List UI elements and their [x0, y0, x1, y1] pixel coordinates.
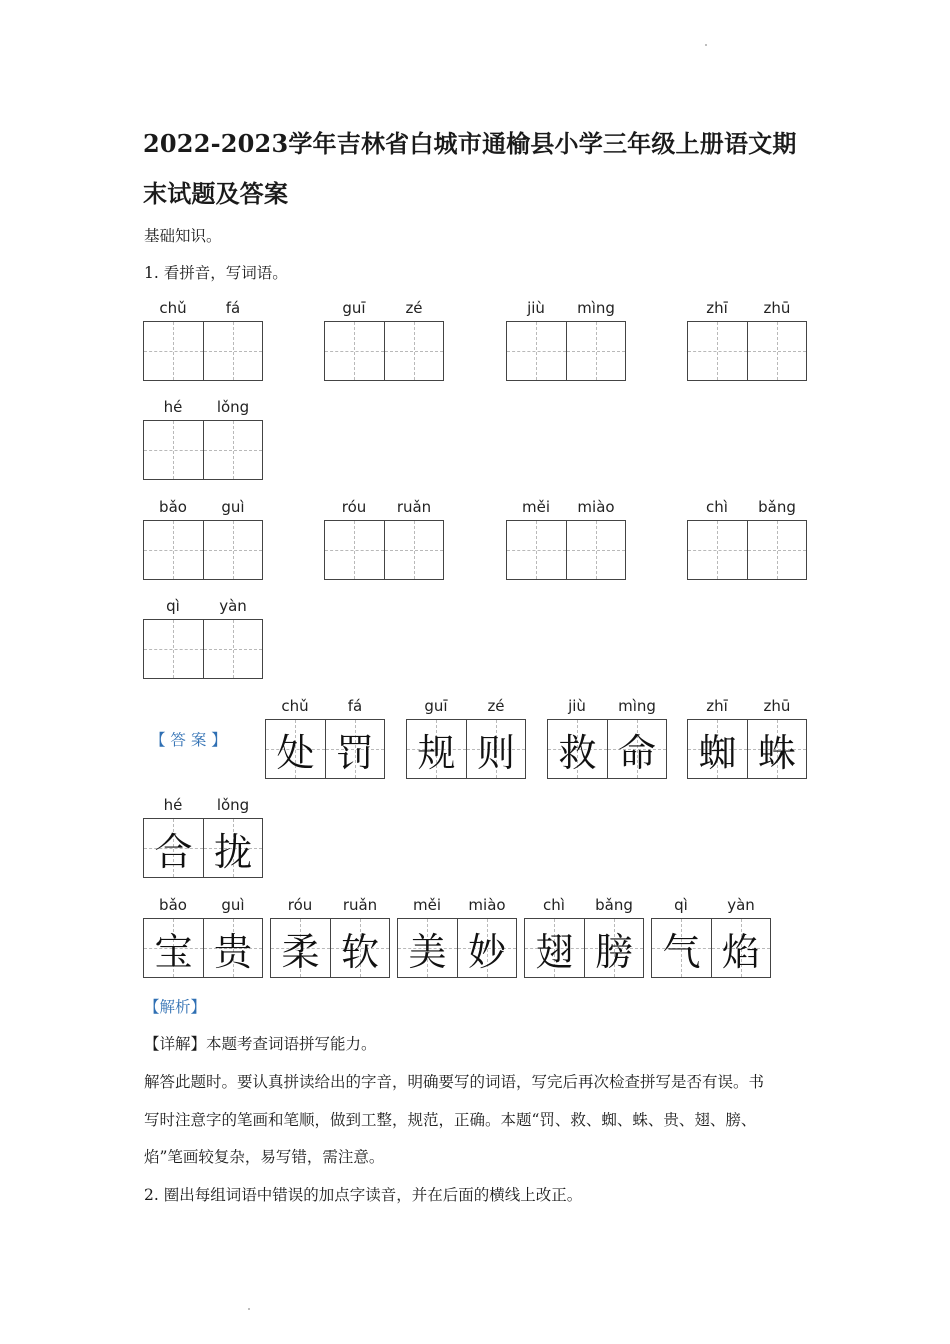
pinyin-label: chì	[706, 498, 728, 516]
answer-grid	[547, 719, 667, 779]
grid-cell[interactable]	[203, 521, 262, 579]
grid-cell	[584, 919, 643, 977]
question-2: 2. 圈出每组词语中错误的加点字读音，并在后面的横线上改正。	[144, 1186, 583, 1204]
grid-cell[interactable]	[384, 322, 443, 380]
grid-cell	[203, 819, 262, 877]
answer-character: 焰	[721, 929, 760, 974]
answer-label: 【 答 案 】	[150, 731, 227, 749]
grid-cell	[548, 720, 607, 778]
pinyin-label: fá	[347, 697, 363, 715]
answer-character: 美	[408, 929, 447, 974]
pinyin-label: zé	[487, 697, 505, 715]
pinyin-label: zé	[405, 299, 423, 317]
pinyin-label: ruǎn	[342, 896, 378, 914]
writing-grid[interactable]	[324, 520, 444, 580]
pinyin-label: róu	[341, 498, 367, 516]
pinyin-label: róu	[287, 896, 313, 914]
grid-cell	[747, 720, 806, 778]
answer-character: 气	[662, 929, 701, 974]
pinyin-label: chǔ	[281, 697, 309, 715]
pinyin-label: chì	[543, 896, 565, 914]
grid-cell	[144, 919, 203, 977]
pinyin-label: miào	[468, 896, 506, 914]
detail-line: 【详解】本题考查词语拼写能力。	[144, 1035, 377, 1053]
pinyin-label: hé	[163, 398, 183, 416]
answer-character: 膀	[594, 929, 633, 974]
pinyin-label: bǎo	[159, 498, 187, 516]
writing-grid[interactable]	[324, 321, 444, 381]
pinyin-label: měi	[412, 896, 441, 914]
grid-cell[interactable]	[203, 421, 262, 479]
answer-grid	[524, 918, 644, 978]
grid-cell	[266, 720, 325, 778]
pinyin-label: zhū	[763, 697, 791, 715]
answer-character: 蜘	[698, 730, 737, 775]
answer-character: 蛛	[757, 730, 796, 775]
answer-character: 宝	[154, 929, 193, 974]
grid-cell	[271, 919, 330, 977]
grid-cell[interactable]	[747, 521, 806, 579]
answer-grid	[406, 719, 526, 779]
grid-cell	[330, 919, 389, 977]
answer-character: 拢	[213, 829, 252, 874]
pinyin-label: lǒng	[216, 796, 250, 814]
writing-grid[interactable]	[143, 619, 263, 679]
pinyin-label: guì	[221, 498, 245, 516]
grid-cell[interactable]	[325, 322, 384, 380]
answer-grid	[687, 719, 807, 779]
answer-character: 合	[154, 829, 193, 874]
grid-cell	[652, 919, 711, 977]
answer-grid	[143, 918, 263, 978]
grid-cell[interactable]	[144, 620, 203, 678]
grid-cell[interactable]	[507, 521, 566, 579]
answer-character: 翅	[535, 929, 574, 974]
writing-grid[interactable]	[143, 420, 263, 480]
pinyin-label: qì	[674, 896, 688, 914]
grid-cell	[203, 919, 262, 977]
pinyin-label: bǎng	[595, 896, 633, 914]
pinyin-label: qì	[166, 597, 180, 615]
pinyin-label: zhī	[706, 697, 728, 715]
grid-cell[interactable]	[325, 521, 384, 579]
grid-cell	[457, 919, 516, 977]
answer-grid	[265, 719, 385, 779]
answer-character: 柔	[281, 929, 320, 974]
pinyin-label: hé	[163, 796, 183, 814]
pinyin-label: fá	[225, 299, 241, 317]
page-title-line-1: 2022-2023学年吉林省白城市通榆县小学三年级上册语文期	[143, 129, 797, 158]
grid-cell[interactable]	[144, 322, 203, 380]
grid-cell[interactable]	[566, 521, 625, 579]
pinyin-label: ruǎn	[396, 498, 432, 516]
answer-character: 命	[617, 730, 656, 775]
grid-cell	[325, 720, 384, 778]
pinyin-label: měi	[521, 498, 550, 516]
grid-cell[interactable]	[144, 521, 203, 579]
answer-grid	[270, 918, 390, 978]
writing-grid[interactable]	[143, 520, 263, 580]
writing-grid[interactable]	[687, 321, 807, 381]
writing-grid[interactable]	[687, 520, 807, 580]
grid-cell[interactable]	[566, 322, 625, 380]
answer-character: 处	[276, 730, 315, 775]
grid-cell[interactable]	[688, 521, 747, 579]
corner-dot	[705, 44, 707, 46]
grid-cell[interactable]	[384, 521, 443, 579]
answer-character: 妙	[467, 929, 506, 974]
grid-cell[interactable]	[203, 620, 262, 678]
answer-character: 软	[340, 929, 379, 974]
grid-cell[interactable]	[203, 322, 262, 380]
pinyin-label: lǒng	[216, 398, 250, 416]
pinyin-label: guī	[424, 697, 448, 715]
grid-cell	[607, 720, 666, 778]
pinyin-label: miào	[577, 498, 615, 516]
grid-cell	[398, 919, 457, 977]
pinyin-label: jiù	[568, 697, 586, 715]
writing-grid[interactable]	[143, 321, 263, 381]
answer-character: 则	[476, 730, 515, 775]
answer-grid	[397, 918, 517, 978]
answer-character: 贵	[213, 929, 252, 974]
question-1: 1. 看拼音，写词语。	[144, 264, 288, 282]
pinyin-label: guī	[342, 299, 366, 317]
answer-grid	[651, 918, 771, 978]
footer-dot	[248, 1308, 250, 1310]
grid-cell	[688, 720, 747, 778]
answer-character: 救	[558, 730, 597, 775]
pinyin-label: chǔ	[159, 299, 187, 317]
grid-cell	[711, 919, 770, 977]
answer-character: 罚	[335, 730, 374, 775]
pinyin-label: zhū	[763, 299, 791, 317]
grid-cell	[144, 819, 203, 877]
pinyin-label: yàn	[219, 597, 247, 615]
grid-cell[interactable]	[144, 421, 203, 479]
pinyin-label: bǎo	[159, 896, 187, 914]
grid-cell	[466, 720, 525, 778]
grid-cell[interactable]	[688, 322, 747, 380]
grid-cell[interactable]	[747, 322, 806, 380]
section-heading: 基础知识。	[144, 227, 222, 245]
writing-grid[interactable]	[506, 520, 626, 580]
grid-cell[interactable]	[507, 322, 566, 380]
answer-grid	[143, 818, 263, 878]
writing-grid[interactable]	[506, 321, 626, 381]
analysis-label: 【解析】	[144, 998, 207, 1016]
grid-cell	[525, 919, 584, 977]
pinyin-label: mìng	[618, 697, 656, 715]
pinyin-label: jiù	[527, 299, 545, 317]
pinyin-label: yàn	[727, 896, 755, 914]
pinyin-label: mìng	[577, 299, 615, 317]
page-title-line-2: 末试题及答案	[143, 179, 289, 208]
explanation-line-1: 解答此题时。要认真拼读给出的字音，明确要写的词语，写完后再次检查拼写是否有误。书	[144, 1073, 765, 1091]
explanation-line-3: 焰”笔画较复杂，易写错，需注意。	[144, 1148, 385, 1166]
pinyin-label: zhī	[706, 299, 728, 317]
pinyin-label: guì	[221, 896, 245, 914]
explanation-line-2: 写时注意字的笔画和笔顺，做到工整，规范，正确。本题“罚、救、蜘、蛛、贵、翅、膀、	[144, 1111, 757, 1129]
pinyin-label: bǎng	[758, 498, 796, 516]
grid-cell	[407, 720, 466, 778]
answer-character: 规	[417, 730, 456, 775]
